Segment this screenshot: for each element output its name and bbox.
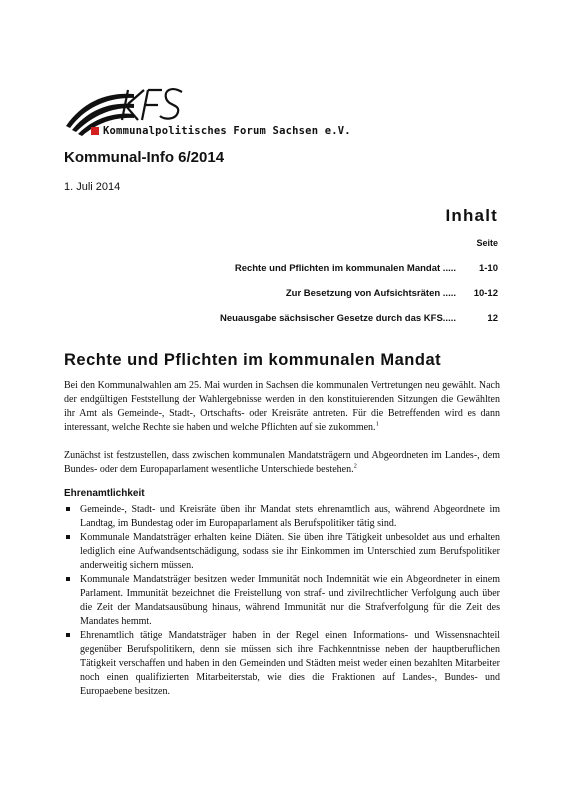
list-item-text: Ehrenamtlich tätige Mandatsträger haben in der Regel einen Informations- und Wissensnachteil gegenüber Berufspolitikern, denn sie müssen sich ihre Fachkenntnisse neben der hauptberuflichen Tätigkeit verschaffen und haben in den Gemeinden und Städten meist weder einen bezahlten Mitarbeiter noch einen qualifizierten Mitarbeiterstab, wie dies die Fraktionen auf Landes-, Bundes- und Europaebene besitzen.	[80, 630, 500, 697]
org-name: Kommunalpolitisches Forum Sachsen e.V.	[103, 125, 351, 137]
list-item	[64, 503, 500, 531]
toc-entry-title: Rechte und Pflichten im kommunalen Mandat .....	[234, 263, 456, 274]
toc-entry-title: Neuausgabe sächsischer Gesetze durch das KFS.....	[219, 313, 456, 324]
bullet-icon	[66, 633, 70, 637]
toc-entry-title: Zur Besetzung von Aufsichtsräten .....	[285, 288, 456, 299]
toc-entry-page: 12	[487, 313, 498, 324]
footnote-ref[interactable]: 1	[375, 420, 379, 428]
toc-entry-page: 1-10	[478, 263, 498, 274]
article-title: Rechte und Pflichten im kommunalen Mandat	[64, 351, 442, 369]
article-paragraph	[64, 449, 500, 477]
toc-entry-page: 10-12	[473, 288, 498, 299]
issue-date: 1. Juli 2014	[64, 181, 121, 193]
bullet-icon	[66, 507, 70, 511]
list-item	[64, 531, 500, 573]
toc-entry[interactable]	[286, 288, 498, 299]
paragraph-text: Zunächst ist festzustellen, dass zwischen kommunalen Mandatsträgern und Abgeordneten im Landes-, dem Bundes- oder dem Europaparlament wesentliche Unterschiede bestehen.	[64, 450, 500, 475]
toc-page-label: Seite	[476, 238, 498, 248]
list-item-text: Gemeinde-, Stadt- und Kreisräte üben ihr Mandat stets ehrenamtlich aus, während Abgeordnete im Landtag, im Bundestag oder im Europaparlament als Berufspolitiker tätig sind.	[80, 504, 500, 529]
list-item-text: Kommunale Mandatsträger erhalten keine Diäten. Sie üben ihre Tätigkeit unbesoldet aus und erhalten lediglich eine Aufwandsentschädigung, sodass sie ihr Einkommen im Unterschied zum Berufspolitiker anderweitig sichern müssen.	[80, 532, 500, 571]
list-item	[64, 629, 500, 699]
issue-title: Kommunal-Info 6/2014	[64, 149, 225, 166]
article-paragraph	[64, 379, 500, 435]
list-item-text: Kommunale Mandatsträger besitzen weder Immunität noch Indemnität wie ein Abgeordneter in einem Parlament. Immunität bezeichnet die Freistellung von straf- und zivilrechtlicher Verfolgung auch über die Zeit der Mandatsausübung hinaus, während Immunität nur die Strafverfolgung für die Zeit des Mandates hemmt.	[80, 574, 500, 627]
bullet-icon	[66, 577, 70, 581]
list-item	[64, 573, 500, 629]
toc-entry[interactable]	[220, 313, 498, 324]
footnote-ref[interactable]: 2	[353, 462, 357, 470]
org-accent-square	[91, 127, 99, 135]
toc-heading: Inhalt	[445, 206, 498, 225]
bullet-list	[64, 503, 500, 699]
subheading: Ehrenamtlichkeit	[64, 488, 145, 499]
toc-entry[interactable]	[235, 263, 498, 274]
paragraph-text: Bei den Kommunalwahlen am 25. Mai wurden in Sachsen die kommunalen Vertretungen neu gewählt. Nach der endgültigen Feststellung der Wahlergebnisse werden in den konstituierenden Sitzungen die Gewählten ihr Amt als Gemeinde-, Stadt-, Ortschafts- oder Kreisräte antreten. Für die Betreffenden wird es dann interessant, welche Rechte sie haben und welche Pflichten auf sie zukommen.	[64, 380, 500, 433]
bullet-icon	[66, 535, 70, 539]
